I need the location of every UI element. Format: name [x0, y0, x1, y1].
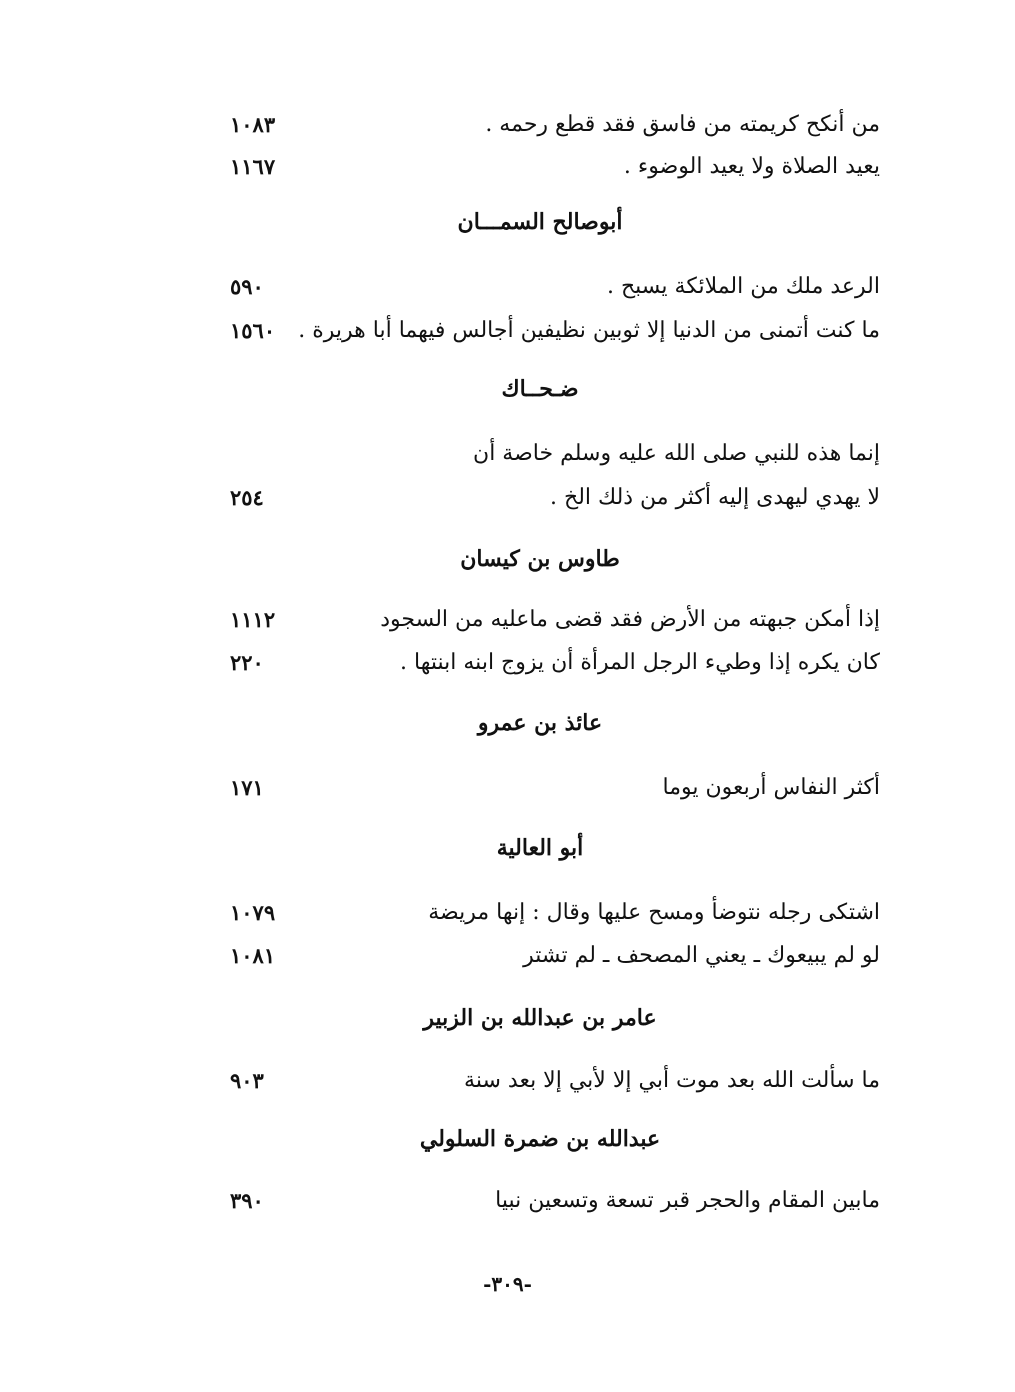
section-heading: عبدالله بن ضمرة السلولي	[419, 1126, 661, 1152]
section-heading: أبو العالية	[496, 835, 584, 861]
entry-text: من أنكح كريمته من فاسق فقد قطع رحمه .	[485, 112, 880, 137]
list-item	[200, 265, 880, 309]
entry-text: لو لم يبيعوك ـ يعني المصحف ـ لم تشتر	[523, 943, 880, 968]
entry-text: إنما هذه للنبي صلى الله عليه وسلم خاصة أن	[473, 441, 880, 466]
entry-number: ١٠٧٩	[230, 900, 276, 925]
section-heading: أبوصالح السمـــان	[457, 209, 623, 235]
entry-text: يعيد الصلاة ولا يعيد الوضوء .	[623, 154, 880, 179]
list-item	[200, 766, 880, 810]
entry-number: ٢٥٤	[230, 485, 264, 510]
entry-number: ١١١٢	[230, 607, 276, 632]
list-item	[200, 891, 880, 935]
entry-text: إذا أمكن جبهته من الأرض فقد قضى ماعليه من السجود	[380, 607, 880, 632]
entry-number: ٣٩٠	[230, 1188, 264, 1213]
entry-text: ما كنت أتمنى من الدنيا إلا ثوبين نظيفين أجالس فيهما أبا هريرة .	[298, 318, 880, 343]
list-item	[200, 309, 880, 353]
list-item	[200, 1059, 880, 1103]
list-item	[200, 432, 880, 476]
entry-number: ٩٠٣	[230, 1068, 264, 1093]
list-item	[200, 103, 880, 147]
entry-number: ١٠٨٣	[230, 112, 276, 137]
entry-number: ١٠٨١	[230, 943, 276, 968]
entry-number: ١٧١	[230, 775, 264, 800]
entry-text: مابين المقام والحجر قبر تسعة وتسعين نبيا	[495, 1188, 880, 1213]
entry-number: ٥٩٠	[230, 274, 264, 299]
section-heading: طاوس بن كيسان	[460, 546, 620, 572]
entry-text: لا يهدي ليهدى إليه أكثر من ذلك الخ .	[550, 485, 880, 510]
list-item	[200, 598, 880, 642]
entry-number: ٢٢٠	[230, 650, 264, 675]
list-item	[200, 934, 880, 978]
entry-text: أكثر النفاس أربعون يوما	[662, 775, 880, 800]
list-item	[200, 476, 880, 520]
entry-text: اشتكى رجله نتوضأ ومسح عليها وقال : إنها مريضة	[428, 900, 880, 925]
page-number: -٣٠٩-	[483, 1272, 532, 1296]
section-heading: ضـحــاك	[501, 376, 579, 402]
section-heading: عامر بن عبدالله بن الزبير	[423, 1005, 657, 1031]
entry-number: ١١٦٧	[230, 154, 276, 179]
list-item	[200, 145, 880, 189]
entry-text: ما سألت الله بعد موت أبي إلا لأبي إلا بعد سنة	[464, 1068, 880, 1093]
section-heading: عائذ بن عمرو	[477, 710, 603, 736]
entry-number: ١٥٦٠	[230, 318, 276, 343]
entry-text: كان يكره إذا وطيء الرجل المرأة أن يزوج ابنه ابنتها .	[400, 650, 880, 675]
list-item	[200, 641, 880, 685]
entry-text: الرعد ملك من الملائكة يسبح .	[606, 274, 880, 299]
list-item	[200, 1179, 880, 1223]
